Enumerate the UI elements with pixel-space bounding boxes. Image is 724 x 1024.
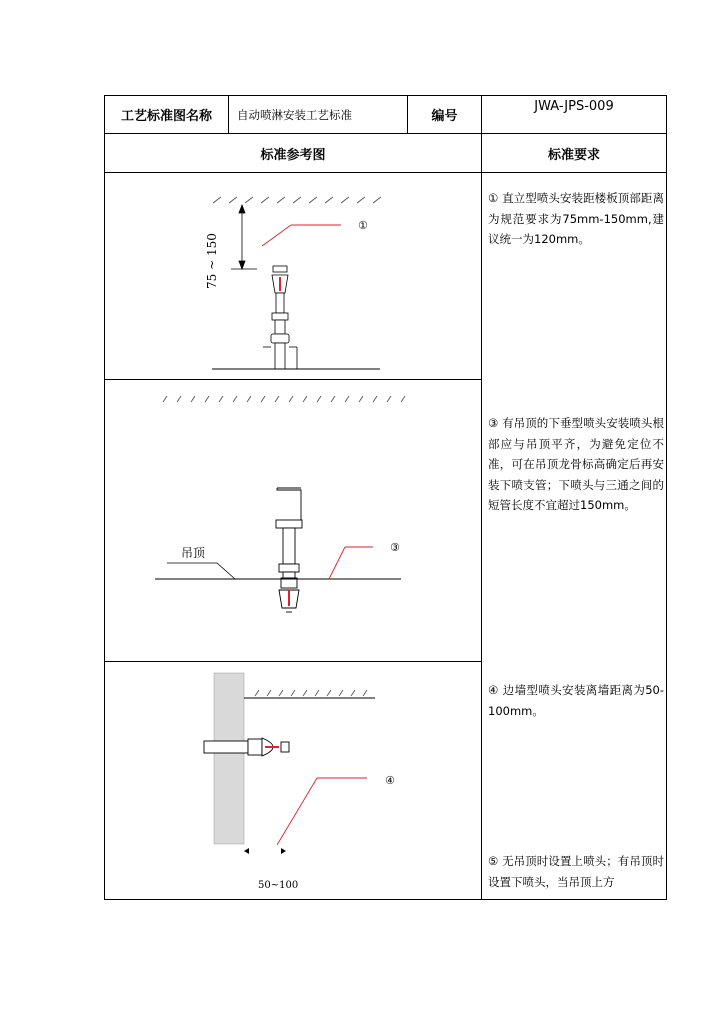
pendent-sprinkler-diagram xyxy=(105,380,481,661)
callout-3: ③ xyxy=(390,541,400,554)
table-line-v3 xyxy=(481,95,482,900)
floor-slab-hatch xyxy=(163,396,405,402)
requirement-3: ③ 有吊顶的下垂型喷头安装喷头根部应与吊顶平齐，为避免定位不准，可在吊顶龙骨标高确定后再安装下喷支管；下喷头与三通之间的短管长度不宜超过150mm。 xyxy=(488,416,664,512)
callout-leader-1 xyxy=(262,225,341,246)
sidewall-sprinkler-diagram xyxy=(105,662,481,899)
req-column-title: 标准要求 xyxy=(547,147,600,163)
floor-slab-hatch xyxy=(255,690,367,696)
table-border-right xyxy=(666,95,667,900)
code-value: JWA-JPS-009 xyxy=(534,98,614,114)
name-value: 自动喷淋安装工艺标准 xyxy=(237,107,352,122)
callout-4: ④ xyxy=(385,774,395,787)
upright-sprinkler-diagram xyxy=(105,173,481,379)
table-border-bottom xyxy=(104,899,667,900)
code-label: 编号 xyxy=(431,109,458,124)
dim-label-75-150: 75 ~ 150 xyxy=(205,233,219,289)
requirement-4: ④ 边墙型喷头安装离墙距离为50-100mm。 xyxy=(488,683,664,718)
name-label: 工艺标准图名称 xyxy=(120,109,212,124)
wall xyxy=(214,673,244,844)
requirement-1: ① 直立型喷头安装距楼板顶部距离为规范要求为75mm-150mm,建议统一为120mm。 xyxy=(488,191,664,246)
ceiling-leader xyxy=(167,563,235,579)
dimension-arrows xyxy=(244,848,286,854)
callout-leader-4 xyxy=(277,778,367,845)
ceiling-label: 吊顶 xyxy=(181,546,206,560)
ref-column-title: 标准参考图 xyxy=(260,147,326,163)
dim-label-50-100: 50~100 xyxy=(258,880,299,891)
floor-slab-hatch xyxy=(213,197,381,203)
callout-1: ① xyxy=(358,219,368,232)
callout-leader-3 xyxy=(329,547,373,579)
dimension-line xyxy=(231,205,257,269)
requirement-5: ⑤ 无吊顶时设置上喷头；有吊顶时设置下喷头，当吊顶上方 xyxy=(488,854,664,889)
